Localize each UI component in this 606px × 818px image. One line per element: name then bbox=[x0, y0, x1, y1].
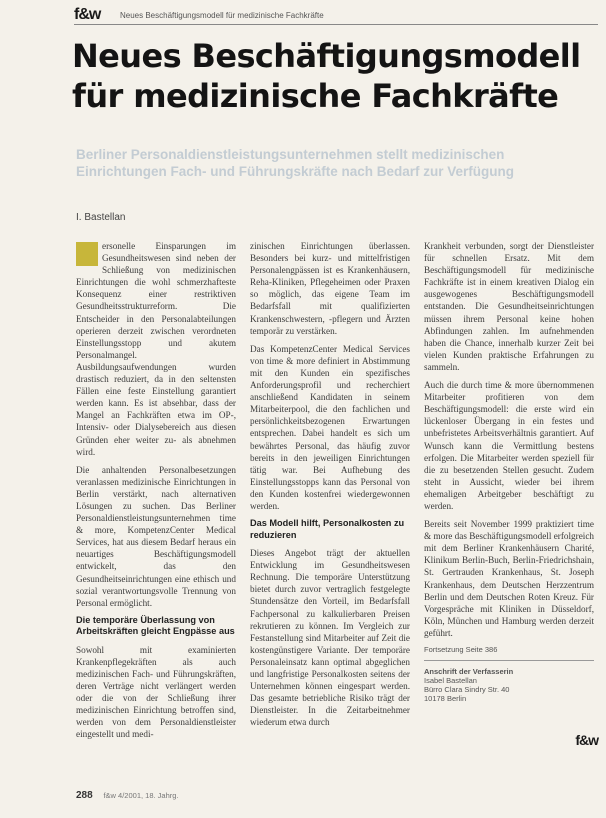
drop-cap: P bbox=[76, 240, 97, 270]
paragraph: zinischen Einrichtungen überlassen. Besonders bei kurz- und mittelfristigen Personalengpässen ist es Krankenhäusern, Reha-Kliniken, Pflegeheimen oder Praxen so möglich, das eigene Team im Bedarfsfall mit qualifizierten Krankenschwestern, -pflegern und Ärzten temporär zu verstärken. bbox=[250, 241, 410, 336]
text-column-1 bbox=[76, 240, 236, 785]
paragraph-text: ersonelle Einsparungen im Gesundheitswesen sind neben der Schließung von medizinischen Einrichtungen die wohl schmerzhafteste Konsequenz einer restriktiven Gesundheitsstrukturreform. Die Entscheider in den Personalabteilungen operieren derzeit zwischen verordneten Einstellungsstopp und akutem Personalmangel. Ausbildungsaufwendungen wurden drastisch reduziert, da in den seltensten Fällen eine feste Einstellung garantiert werden kann. Es ist absehbar, dass der Mangel an Fachkräften etwa im OP-, Intensiv- oder Dialysebereich aus diesen Gründen eher weiter zu- als abnehmen wird. bbox=[76, 241, 236, 457]
paragraph: Krankheit verbunden, sorgt der Dienstleister für schnellen Ersatz. Mit dem Beschäftigungsmodell für medizinische Fachkräfte ist in einem kreativen Dialog ein ausgewogenes Beschäftigungsmodell entstanden. Die Gesundheitseinrichtungen müssen ihrem Personal keine hohen Abfindungen zahlen. Im aufnehmenden haben die Chance, innerhalb kurzer Zeit bei vielen Kunden praktische Erfahrungen zu sammeln. bbox=[424, 241, 594, 372]
contact-divider bbox=[424, 660, 594, 661]
header-divider bbox=[74, 24, 598, 25]
paragraph: Sowohl mit examinierten Krankenpflegekräften als auch medizinischen Fach- und Führungskräften, deren Verträge nicht verlängert werden oder die von der Schließung ihrer medizinischen Einrichtung betroffen sind, werden von dem Personaldienstleister eingestellt und medi- bbox=[76, 644, 236, 740]
contact-line: Bürro Clara Sindry Str. 40 bbox=[424, 685, 510, 694]
headline-line-1: Neues Beschäftigungsmodell bbox=[72, 37, 581, 75]
article-author: I. Bastellan bbox=[76, 212, 126, 223]
paragraph: Das KompetenzCenter Medical Services von time & more definiert in Abstimmung mit den Kunden ein spezifisches Anforderungsprofil und recherchiert anschließend Kandidaten in seinem Mitarbeiterpool, die den fachlichen und persönlichkeitsbezogenen Erwartungen entsprechen. Dabei handelt es sich um bewährtes Personal, das häufig zuvor bereits in den jeweiligen Einrichtungen tätig war. Bei Aufhebung des Einstellungsstopps kann das Personal von den Kunden kostenfrei wiedergewonnen werden. bbox=[250, 343, 410, 511]
headline-line-2: für medizinische Fachkräfte bbox=[72, 77, 559, 115]
contact-block bbox=[424, 667, 594, 703]
corner-logo: f&w bbox=[575, 732, 598, 748]
contact-title: Anschrift der Verfasserin bbox=[424, 667, 514, 676]
text-column-2 bbox=[250, 240, 410, 785]
contact-line: Isabel Bastellan bbox=[424, 676, 477, 685]
paragraph: Auch die durch time & more übernommenen Mitarbeiter profitieren von dem Beschäftigungsmodell: die erste wird ein lückenloser Übergang in ein festes und unbefristetes Arbeitsverhältnis garantiert. Auf Wunsch kann die Vermittlung bestens erfolgen. Die Mitarbeiter werden speziell für die zu besetzenden Stellen gesucht. Zudem steht in Aussicht, wieder bei ihrem ehemaligen Arbeitgeber beschäftigt zu werden. bbox=[424, 380, 594, 511]
paragraph: Dieses Angebot trägt der aktuellen Entwicklung im Gesundheitswesen Rechnung. Die temporäre Unterstützung bietet durch zuvor vertraglich festgelegte Stundensätze den Vorteil, im Bedarfsfall Fachpersonal zu kalkulierbaren Preisen rekrutieren zu können. Im Vergleich zur Festanstellung sind Mitarbeiter auf Zeit die kostengünstigere Variante. Der temporäre Personaleinsatz kann optimal abgeglichen und langfristige Personalkosten seitens der Unternehmen können eingespart werden. Das gesamte betriebliche Risiko trägt der Dienstleister. In die Zeitarbeitnehmer wiederum etwa durch bbox=[250, 548, 410, 728]
magazine-logo: f&w bbox=[74, 6, 101, 23]
contact-line: 10178 Berlin bbox=[424, 694, 467, 703]
paragraph bbox=[76, 240, 236, 458]
page-number: 288 bbox=[76, 790, 93, 801]
section-heading: Die temporäre Überlassung von Arbeitskräften gleicht Engpässe aus bbox=[76, 614, 235, 637]
paragraph: Die anhaltenden Personalbesetzungen veranlassen medizinische Einrichtungen in Berlin verstärkt, nach alternativen Lösungen zu suchen. Das Berliner Personaldienstleistungsunternehmen time & more, KompetenzCenter Medical Services, hat aus diesem Bedarf heraus ein neuartiges Beschäftigungsmodell entwickelt, das den Gesundheitseinrichtungen eine ethisch und sozial verantwortungsvolle Trennung von Personal ermöglicht. bbox=[76, 464, 236, 608]
paragraph: Bereits seit November 1999 praktiziert time & more das Beschäftigungsmodell erfolgreich mit dem Berliner Krankenhäusern Charité, Klinikum Berlin-Buch, Berlin-Friedrichshain, St. Gertrauden Krankenhaus, St. Joseph Krankenhaus, dem Deutschen Herzzentrum Berlin und dem Deutschen Roten Kreuz. Für Vorgespräche mit Kliniken in Düsseldorf, Köln, München und Hamburg werden derzeit geführt. bbox=[424, 519, 594, 638]
article-subhead: Berliner Personaldienstleistungsunternehmen stellt medizinischen Einrichtungen Fach- und Führungskräfte nach Bedarf zur Verfügung bbox=[76, 147, 515, 179]
running-title: Neues Beschäftigungsmodell für medizinische Fachkräfte bbox=[120, 11, 324, 20]
article-headline bbox=[72, 36, 606, 116]
issue-info: f&w 4/2001, 18. Jahrg. bbox=[103, 791, 179, 800]
text-column-3 bbox=[424, 240, 594, 785]
section-heading: Das Modell hilft, Personalkosten zu reduzieren bbox=[250, 518, 405, 540]
continuation-note: Fortsetzung Seite 386 bbox=[424, 645, 498, 654]
page-footer bbox=[76, 790, 179, 801]
